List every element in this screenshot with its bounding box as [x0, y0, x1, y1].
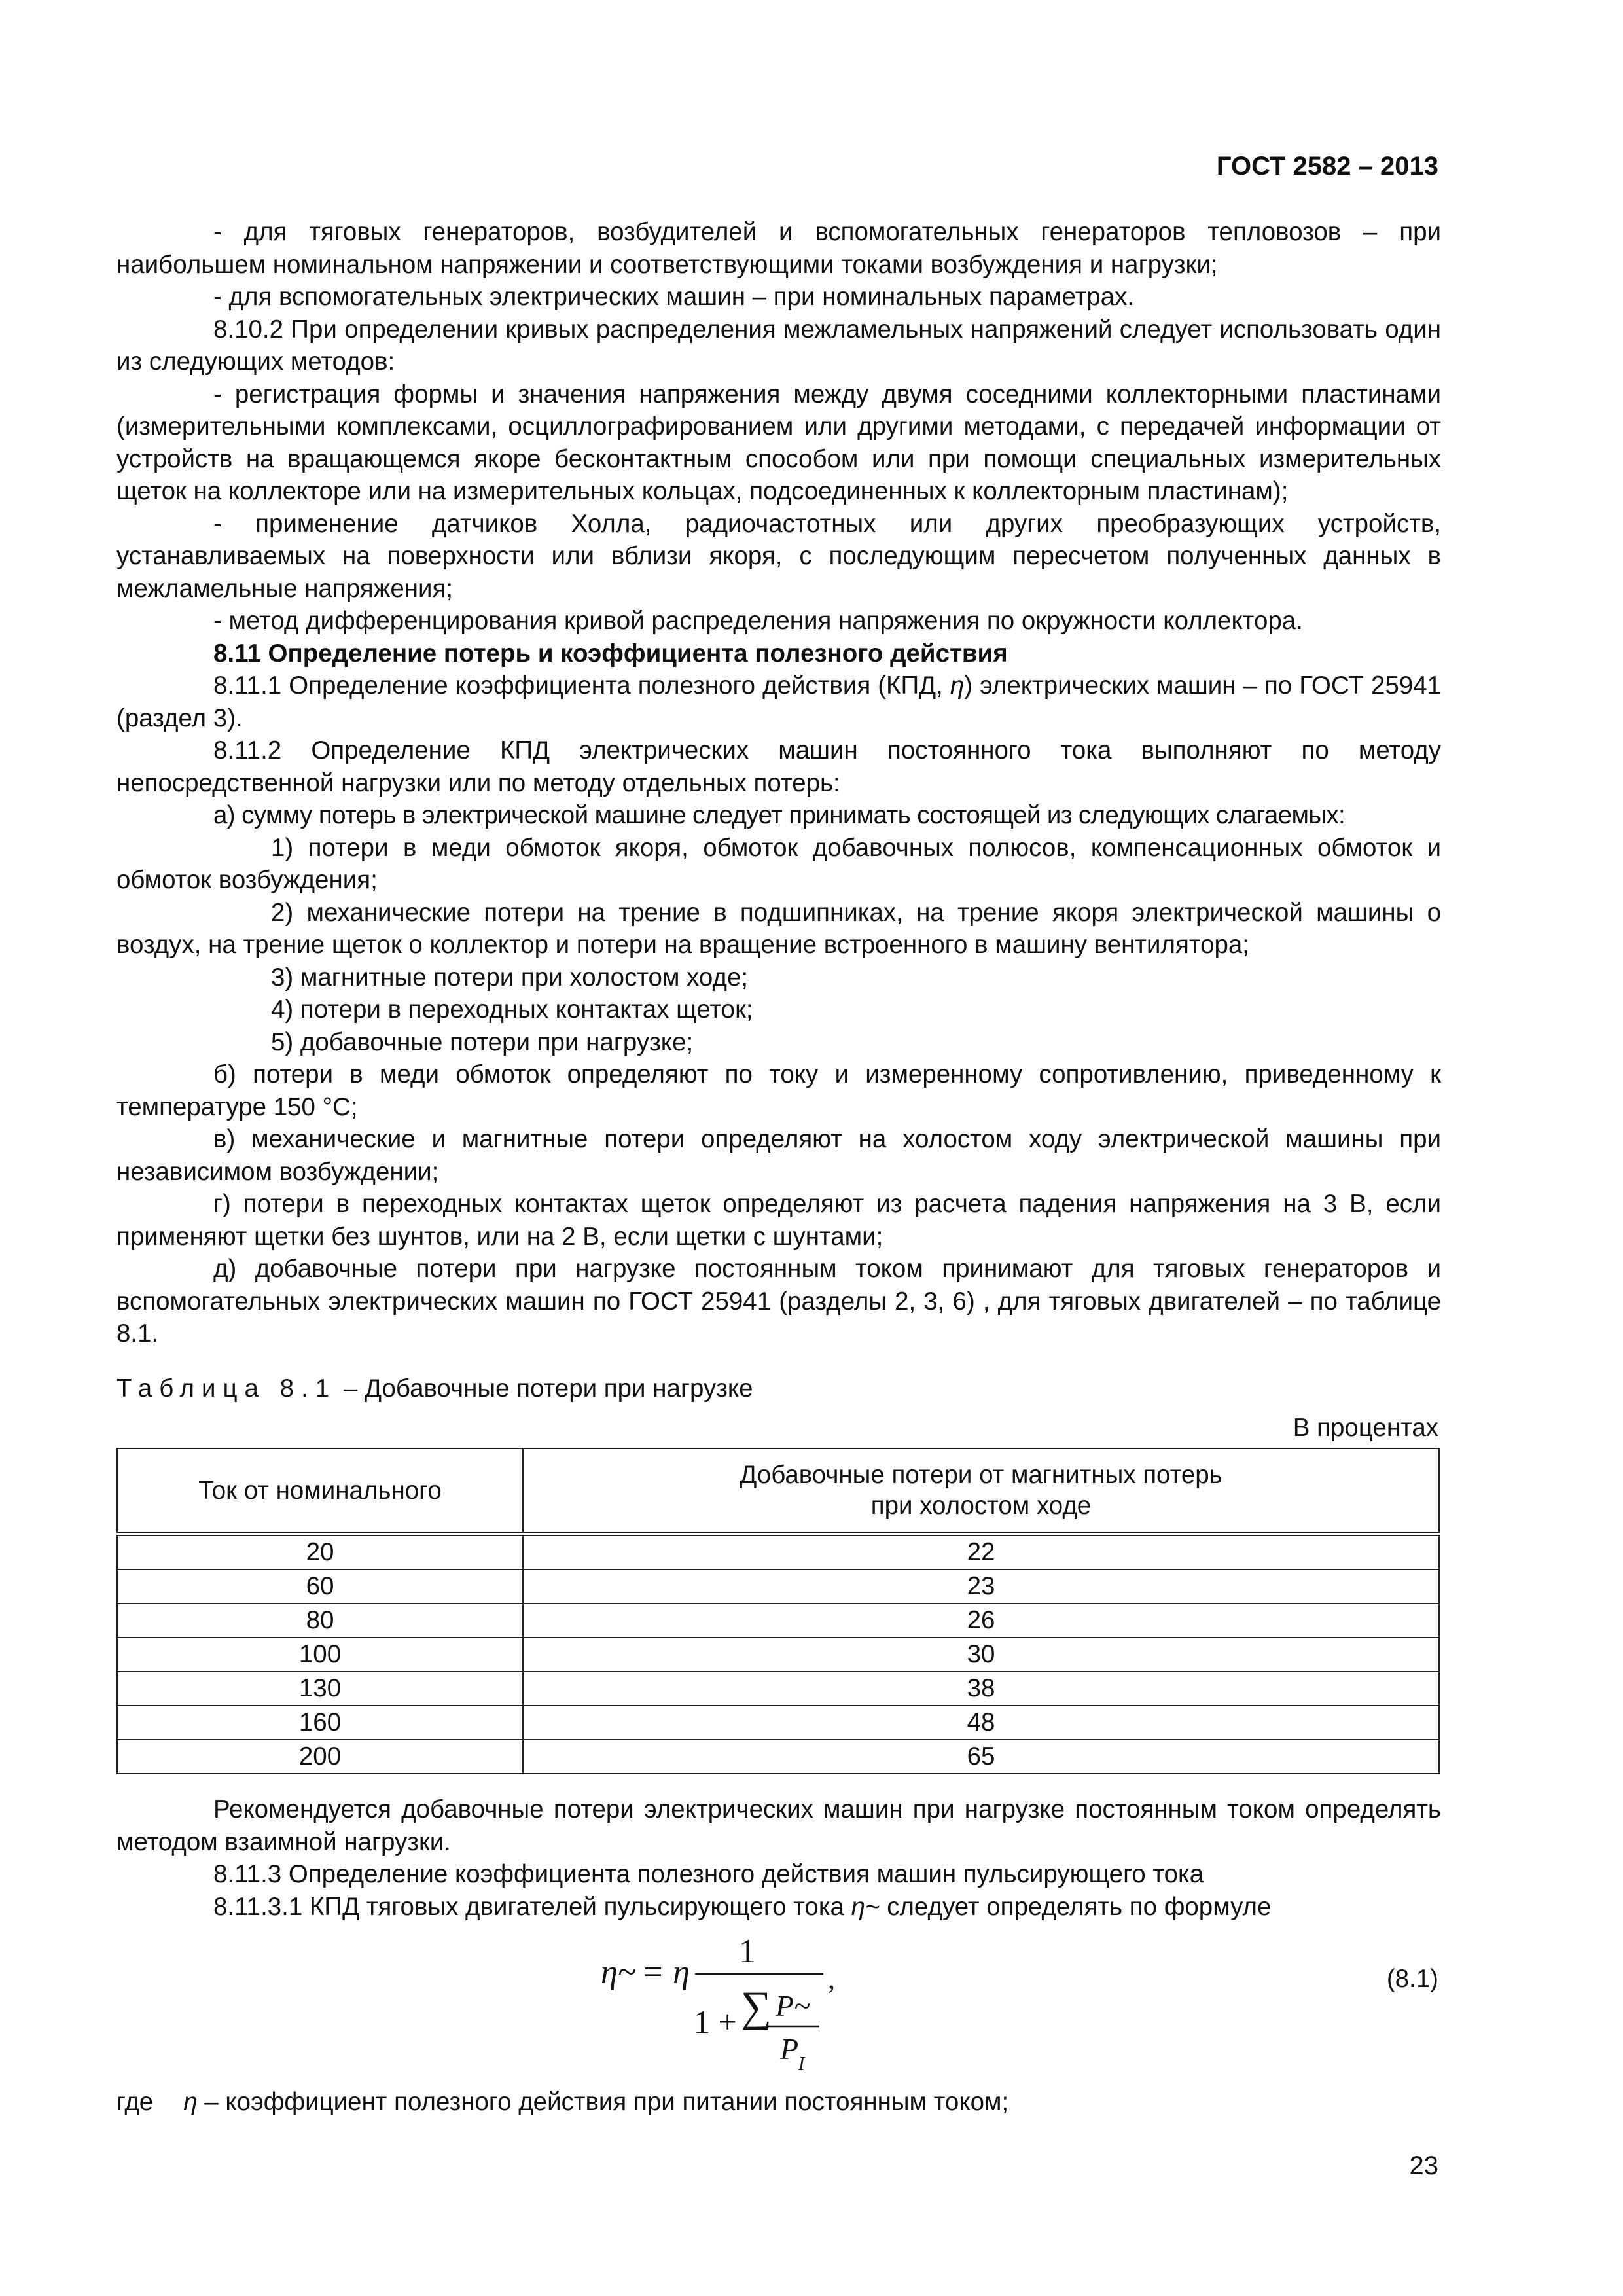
table-row	[117, 1672, 1439, 1706]
table-caption	[116, 1374, 753, 1403]
column-header	[523, 1448, 1439, 1534]
table-row	[117, 1604, 1439, 1638]
text-span: 8.11.1 Определение коэффициента полезного действия (КПД,	[213, 672, 943, 700]
text-span: 8.11.3.1 КПД тяговых двигателей пульсирующего тока	[213, 1892, 844, 1921]
paragraph: Рекомендуется добавочные потери электрических машин при нагрузке постоянным током определять методом взаимной нагрузки.	[116, 1795, 1441, 1856]
paragraph: - для вспомогательных электрических машин – при номинальных параметрах.	[213, 283, 1135, 311]
paragraph: - метод дифференцирования кривой распределения напряжения по окружности коллектора.	[213, 607, 1303, 635]
formula-lhs: η~	[601, 1954, 636, 1991]
where-clause	[116, 2088, 1008, 2117]
formula-one-plus: 1 +	[694, 2003, 737, 2040]
column-header: Ток от номинального	[117, 1448, 523, 1534]
after-table-text	[116, 1793, 1441, 1923]
paragraph: д) добавочные потери при нагрузке постоянным током принимают для тяговых генераторов и вспомогательных электрических машин по ГОСТ 25941 (разделы 2, 3, 6) , для тяговых двигателей – по таблице 8.1.	[116, 1255, 1441, 1348]
paragraph: 8.11.2 Определение КПД электрических машин постоянного тока выполняют по методу непосредственной нагрузки или по методу отдельных потерь:	[116, 736, 1441, 797]
table-cell: 60	[117, 1570, 523, 1604]
table-caption-text: – Добавочные потери при нагрузке	[336, 1374, 753, 1403]
where-label: где	[116, 2088, 154, 2116]
table-cell: 22	[523, 1534, 1439, 1570]
formula-number: (8.1)	[1386, 1965, 1438, 1993]
table-cell: 80	[117, 1604, 523, 1638]
table-cell: 30	[523, 1638, 1439, 1672]
table-cell: 65	[523, 1740, 1439, 1774]
paragraph: 8.10.2 При определении кривых распределения межламельных напряжений следует использовать один из следующих методов:	[116, 315, 1441, 376]
doc-header: ГОСТ 2582 – 2013	[1216, 152, 1438, 181]
table-cell: 38	[523, 1672, 1439, 1706]
list-item: 2) механические потери на трение в подшипниках, на трение якоря электрической машины о воздух, на трение щеток о коллектор и потери на вращение встроенного в машину вентилятора;	[116, 898, 1441, 959]
paragraph: - для тяговых генераторов, возбудителей и вспомогательных генераторов тепловозов – при наибольшем номинальном напряжении и соответствующими токами возбуждения и нагрузки;	[116, 218, 1441, 279]
formula-comma: ,	[828, 1963, 835, 1995]
paragraph	[116, 670, 1441, 734]
eta-symbol: η	[183, 2088, 198, 2116]
table-cell: 130	[117, 1672, 523, 1706]
where-text: – коэффициент полезного действия при питании постоянным током;	[197, 2088, 1009, 2116]
paragraph: а) сумму потерь в электрической машине следует принимать состоящей из следующих слагаемых:	[213, 801, 1346, 829]
list-item: 4) потери в переходных контактах щеток;	[271, 996, 753, 1024]
body-text	[116, 216, 1441, 1350]
table-cell: 160	[117, 1706, 523, 1740]
table-cell: 100	[117, 1638, 523, 1672]
section-heading: 8.11 Определение потерь и коэффициента полезного действия	[213, 639, 1008, 668]
list-item: 5) добавочные потери при нагрузке;	[271, 1028, 694, 1056]
paragraph: в) механические и магнитные потери определяют на холостом ходу электрической машины при независимом возбуждении;	[116, 1125, 1441, 1186]
losses-table	[116, 1448, 1440, 1774]
column-header-line: при холостом ходе	[870, 1492, 1092, 1520]
paragraph	[116, 1891, 1441, 1924]
table-row	[117, 1740, 1439, 1774]
table-header-row	[117, 1448, 1439, 1534]
formula-sum-denominator: P	[780, 2032, 799, 2066]
formula-8-1	[576, 1929, 916, 2087]
table-unit: В процентах	[1293, 1414, 1438, 1442]
table-row	[117, 1534, 1439, 1570]
table-caption-label: Таблица 8.1	[116, 1374, 337, 1403]
formula-sum-sign: ∑	[741, 1983, 772, 2031]
paragraph: - регистрация формы и значения напряжения между двумя соседними коллекторными пластинами (измерительными комплексами, осциллографированием или другими методами, с передачей информации от устройств на вращающемся якоре бесконтактным способом или при помощи специальных измерительных щеток на коллекторе или на измерительных кольцах, подсоединенных к коллекторным пластинам);	[116, 380, 1441, 505]
list-item: 3) магнитные потери при холостом ходе;	[271, 963, 749, 992]
list-item: 1) потери в меди обмоток якоря, обмоток добавочных полюсов, компенсационных обмоток и обмоток возбуждения;	[116, 833, 1441, 894]
paragraph: г) потери в переходных контактах щеток определяют из расчета падения напряжения на 3 В, если применяют щетки без шунтов, или на 2 В, если щетки с шунтами;	[116, 1190, 1441, 1251]
paragraph: 8.11.3 Определение коэффициента полезного действия машин пульсирующего тока	[213, 1860, 1204, 1888]
formula-sum-denominator-subscript: I	[798, 2054, 805, 2074]
table-row	[117, 1570, 1439, 1604]
table-row	[117, 1706, 1439, 1740]
table-cell: 26	[523, 1604, 1439, 1638]
formula-numerator: 1	[739, 1933, 756, 1970]
table-cell: 200	[117, 1740, 523, 1774]
text-span: ) электрических машин – по ГОСТ 25941 (раздел 3).	[116, 672, 1441, 732]
formula-sum-numerator: P~	[776, 1989, 810, 2022]
paragraph: - применение датчиков Холла, радиочастотных или других преобразующих устройств, устанавливаемых на поверхности или вблизи якоря, с последующим пересчетом полученных данных в межламельные напряжения;	[116, 509, 1441, 603]
eta-symbol: η	[950, 672, 965, 700]
table-cell: 20	[117, 1534, 523, 1570]
page-number: 23	[1409, 2151, 1438, 2180]
table-cell: 23	[523, 1570, 1439, 1604]
column-header-line: Добавочные потери от магнитных потерь	[740, 1461, 1222, 1489]
text-span: следует определять по формуле	[880, 1892, 1272, 1921]
table-row	[117, 1638, 1439, 1672]
paragraph: б) потери в меди обмоток определяют по току и измеренному сопротивлению, приведенному к температуре 150 °С;	[116, 1060, 1441, 1121]
eta-tilde-symbol: η~	[851, 1892, 880, 1921]
formula-equals-eta: = η	[641, 1954, 690, 1991]
table-cell: 48	[523, 1706, 1439, 1740]
